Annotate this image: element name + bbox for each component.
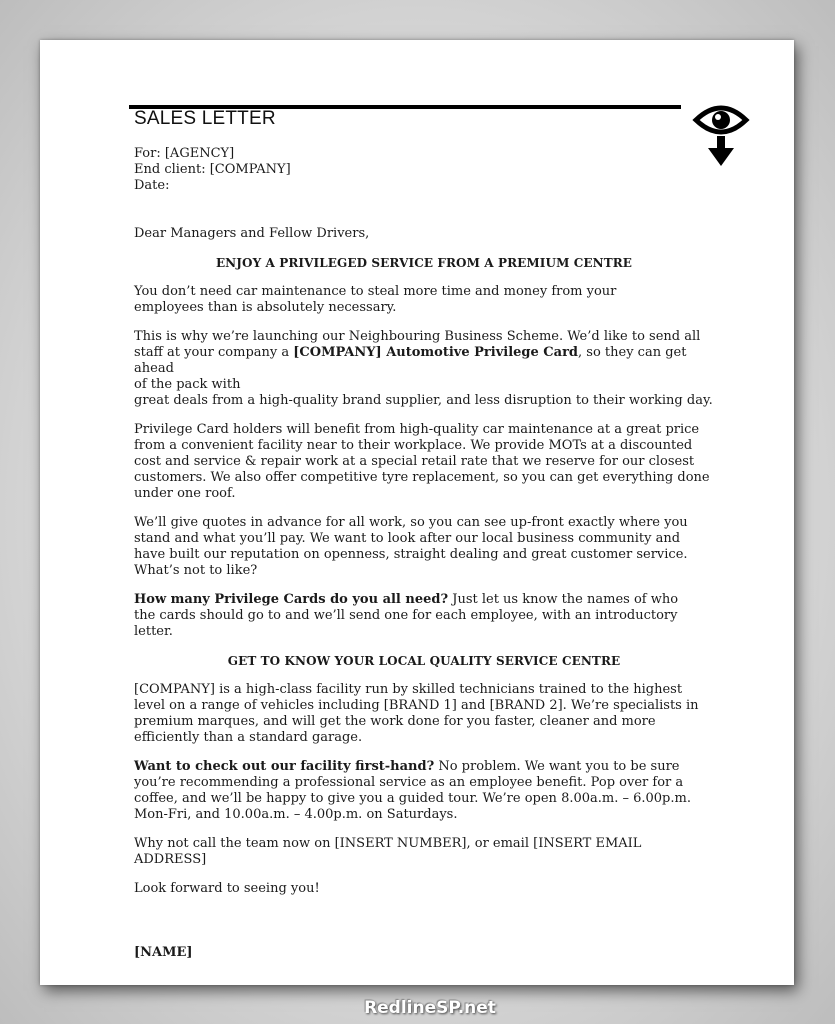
paragraph-6: [COMPANY] is a high-class facility run by skilled technicians trained to the highest level on a range of vehicles including [BRAND 1] and [BRAND 2]. We’re specialists in premium marques, and will get the work done for you faster, cleaner and more efficiently than a standard garage. — [134, 682, 699, 745]
letter-title: SALES LETTER — [134, 108, 276, 129]
paragraph-9: Look forward to seeing you! — [134, 881, 320, 896]
salutation: Dear Managers and Fellow Drivers, — [134, 226, 370, 241]
heading-privileged-service: ENJOY A PRIVILEGED SERVICE FROM A PREMIUM CENTRE — [215, 256, 633, 270]
paragraph-3: Privilege Card holders will benefit from high-quality car maintenance at a great price from a convenient facility near to their workplace. We provide MOTs at a discounted cost and service & repair work at a special retail rate that we reserve for our closest customers. We also offer competitive tyre replacement, so you can get everything done under one roof. — [134, 422, 710, 501]
paragraph-5: How many Privilege Cards do you all need? Just let us know the names of who the cards should go to and we’ll send one for each employee, with an introductory letter. — [134, 592, 679, 639]
paragraph-1: You don’t need car maintenance to steal more time and money from your employees than is absolutely necessary. — [134, 284, 617, 315]
company-card-name: [COMPANY] Automotive Privilege Card — [293, 345, 579, 360]
paragraph-8: Why not call the team now on [INSERT NUMBER], or email [INSERT EMAIL ADDRESS] — [134, 836, 642, 867]
paragraph-2: This is why we’re launching our Neighbouring Business Scheme. We’d like to send all staff at your company a [COMPANY] Automotive Privilege Card, so they can get ahead of the pack with great deals from a high-quality brand supplier, and less disruption to their working day. — [134, 329, 713, 408]
signature: [NAME] — [134, 945, 193, 960]
end-client-line: End client: [COMPANY] — [134, 162, 291, 177]
heading-local-service: GET TO KNOW YOUR LOCAL QUALITY SERVICE CENTRE — [227, 654, 621, 668]
letter-body — [134, 146, 714, 961]
date-line: Date: — [134, 178, 170, 193]
paragraph-4: We’ll give quotes in advance for all work, so you can see up-front exactly where you stand and what you’ll pay. We want to look after our local business community and have built our reputation on openness, straight dealing and great customer service. What’s not to like? — [134, 515, 688, 578]
watermark: RedlineSP.net — [364, 998, 496, 1018]
paragraph-7: Want to check out our facility first-hand? No problem. We want you to be sure you’re recommending a professional service as an employee benefit. Pop over for a coffee, and we’ll be happy to give you a guided tour. We’re open 8.00a.m. – 6.00p.m. Mon-Fri, and 10.00a.m. – 4.00p.m. on Saturdays. — [134, 759, 691, 822]
letter-page — [40, 40, 794, 985]
for-line: For: [AGENCY] — [134, 146, 235, 161]
